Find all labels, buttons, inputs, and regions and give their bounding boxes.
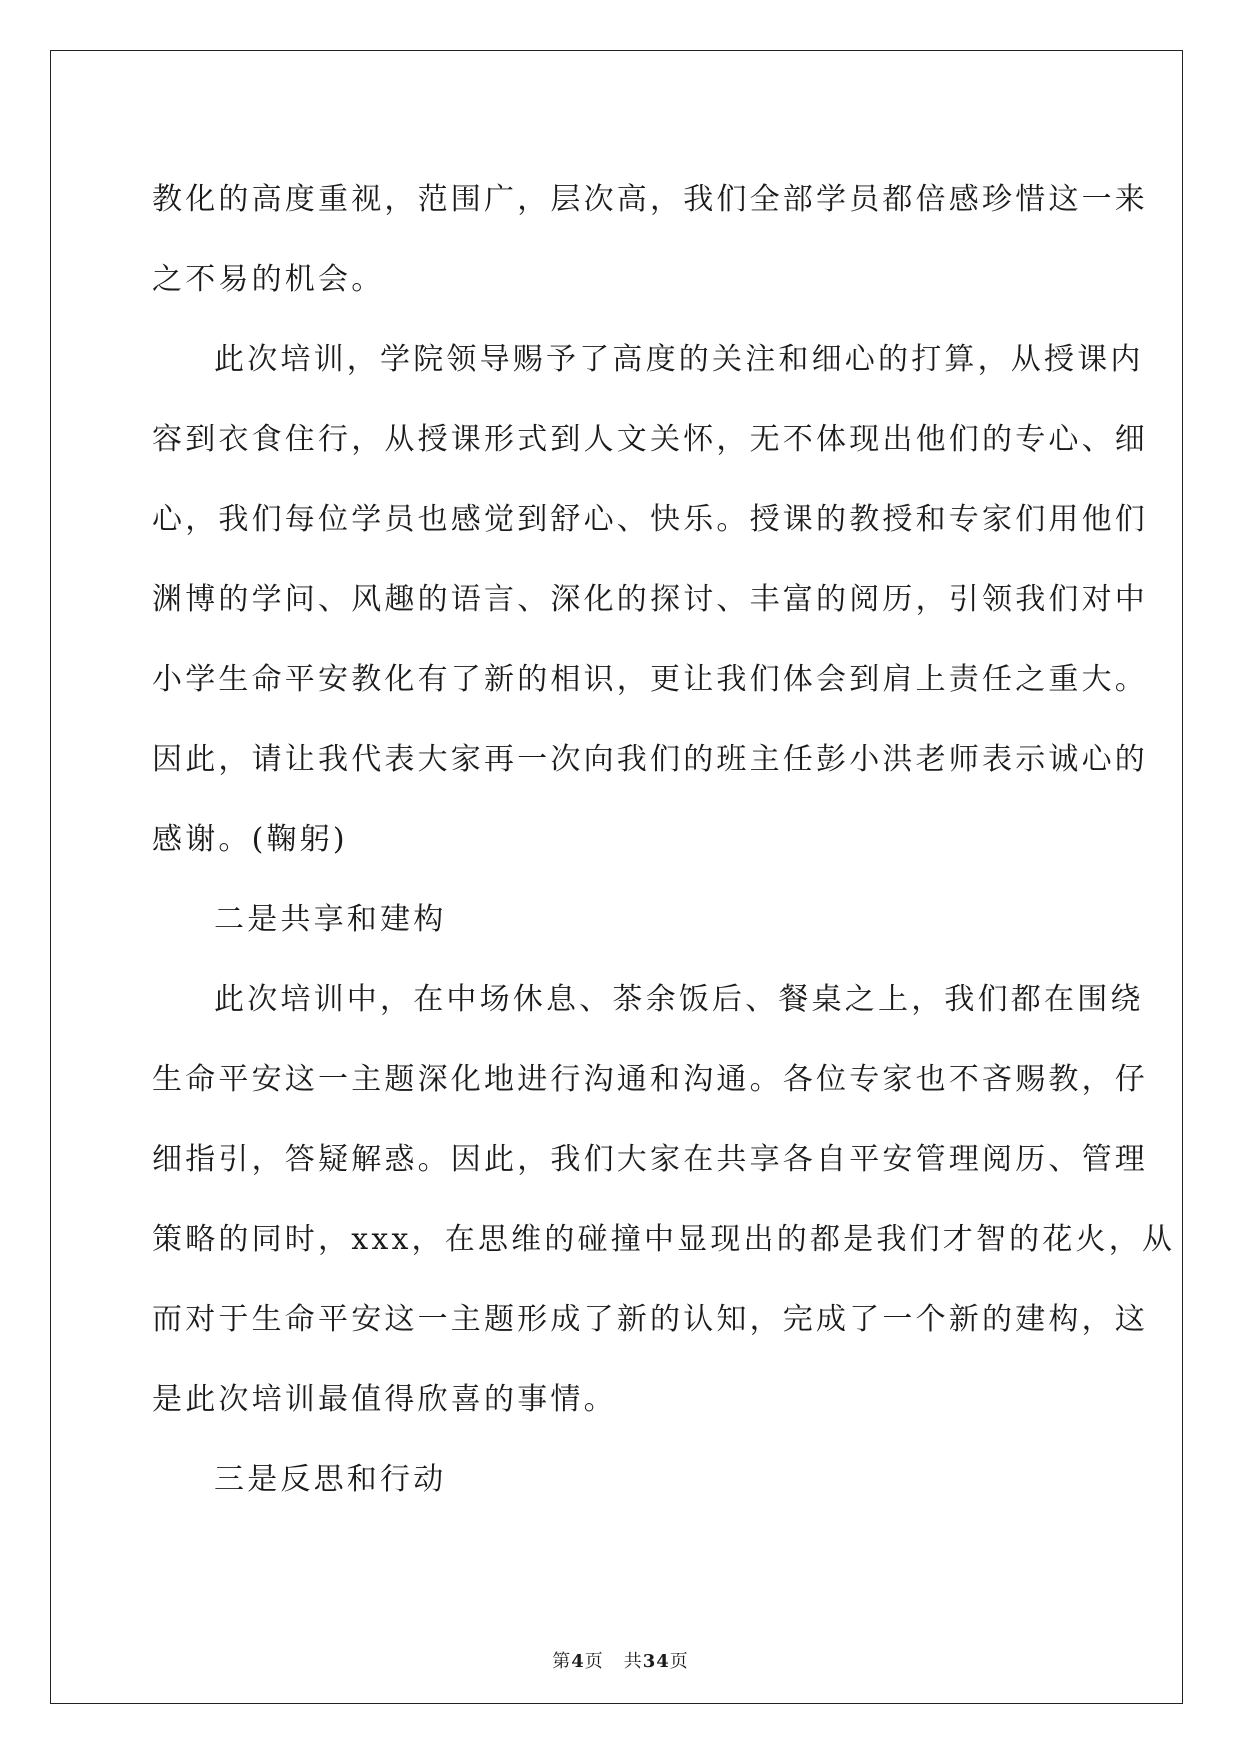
body-line: 之不易的机会。 — [152, 262, 385, 297]
paragraph-start-line: 此次培训，学院领导赐予了高度的关注和细心的打算，从授课内 — [214, 342, 1144, 377]
page-number: 4 — [571, 1651, 585, 1672]
body-line: 因此，请让我代表大家再一次向我们的班主任彭小洪老师表示诚心的 — [152, 742, 1148, 777]
total-pages: 34 — [642, 1651, 670, 1672]
body-line: 感谢。(鞠躬) — [152, 822, 348, 857]
body-line: 小学生命平安教化有了新的相识，更让我们体会到肩上责任之重大。 — [152, 662, 1148, 697]
body-line: 渊博的学问、风趣的语言、深化的探讨、丰富的阅历，引领我们对中 — [152, 582, 1148, 617]
body-line: 策略的同时，xxx，在思维的碰撞中显现出的都是我们才智的花火，从 — [152, 1222, 1176, 1257]
body-line: 心，我们每位学员也感觉到舒心、快乐。授课的教授和专家们用他们 — [152, 502, 1148, 537]
document-body — [152, 160, 1176, 1520]
body-line: 教化的高度重视，范围广，层次高，我们全部学员都倍感珍惜这一来 — [152, 182, 1148, 217]
body-line: 细指引，答疑解惑。因此，我们大家在共享各自平安管理阅历、管理 — [152, 1142, 1148, 1177]
page-suffix: 页 — [584, 1651, 604, 1672]
total-suffix: 页 — [669, 1651, 689, 1672]
section-heading: 二是共享和建构 — [214, 902, 447, 937]
body-line: 容到衣食住行，从授课形式到人文关怀，无不体现出他们的专心、细 — [152, 422, 1148, 457]
body-line: 生命平安这一主题深化地进行沟通和沟通。各位专家也不吝赐教，仔 — [152, 1062, 1148, 1097]
body-line: 而对于生命平安这一主题形成了新的认知，完成了一个新的建构，这 — [152, 1302, 1148, 1337]
section-heading: 三是反思和行动 — [214, 1462, 447, 1497]
page-prefix: 第 — [552, 1651, 572, 1672]
total-prefix: 共 — [623, 1651, 643, 1672]
body-line: 是此次培训最值得欣喜的事情。 — [152, 1382, 617, 1417]
page-footer — [0, 1647, 1241, 1673]
paragraph-start-line: 此次培训中，在中场休息、茶余饭后、餐桌之上，我们都在围绕 — [214, 982, 1144, 1017]
